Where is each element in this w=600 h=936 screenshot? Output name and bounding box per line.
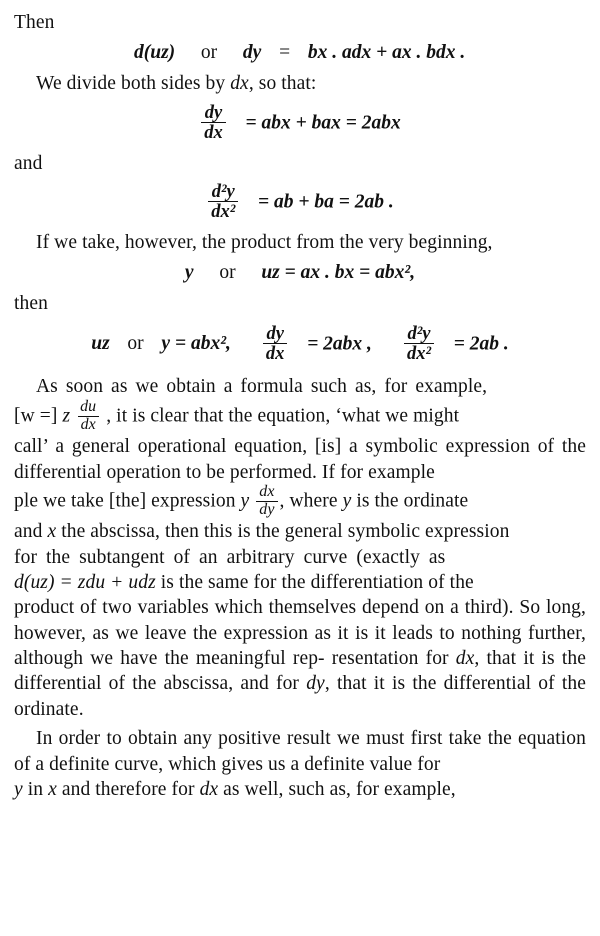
text-y-3: y [14, 778, 23, 800]
fraction-numerator: dx [259, 482, 275, 500]
fraction-dx-dy [256, 484, 277, 518]
fraction-numerator: du [80, 397, 97, 415]
paragraph-main-line-2 [14, 397, 586, 434]
text-dx-2: dx [455, 648, 475, 670]
eq4-or: or [219, 262, 236, 284]
equation-4 [14, 262, 586, 284]
fraction-denominator: dx [263, 343, 288, 363]
paragraph-main-line-6 [14, 545, 586, 570]
eq1-or: or [200, 42, 218, 64]
paragraph-divide [14, 71, 586, 96]
eq4-y: y [184, 262, 194, 284]
paragraph-and [14, 151, 586, 176]
fraction-dy-dx [201, 103, 226, 143]
text-x-2: x [48, 778, 57, 800]
eq4-rhs: uz = ax . bx = abx², [261, 262, 416, 284]
eq3-rhs: = ab + ba = 2ab . [258, 191, 394, 213]
text-differential-ordinate: , that it is the differential of the ordinate. [14, 673, 586, 720]
fraction-denominator: dx² [208, 201, 238, 221]
paragraph-main-line-4 [14, 482, 586, 519]
fraction-denominator: dx [78, 416, 99, 434]
eq5-y: y = abx², [161, 333, 231, 355]
text-subtangent: for the subtangent of an arbitrary curve (exactly as [14, 546, 446, 568]
fraction-d2y-dx2-2 [404, 324, 434, 364]
fraction-numerator: dy [204, 101, 223, 123]
paragraph-if-we-take [14, 230, 586, 255]
fraction-denominator: dy [256, 501, 277, 519]
text-then-2: then [14, 293, 48, 315]
text-ple-we-take: ple we take [the] expression [14, 490, 236, 512]
equation-5 [14, 322, 586, 365]
text-dx: dx [230, 73, 249, 95]
text-and: and [14, 152, 43, 174]
paragraph-main [14, 374, 586, 722]
text-in-order-to-obtain: In order to obtain any positive result we must first take the equation of a definite curve, which gives us a definite value for [14, 728, 586, 775]
eq5-or: or [127, 333, 144, 355]
fraction-dy-dx-2 [263, 324, 288, 364]
text-dy-2: dy [306, 673, 325, 695]
eq5-group-2 [261, 322, 372, 365]
text-product-two-variables: product of two variables which themselves depend on a third). So long, however, as we leave the expression as it is it leads to nothing further, although we have the meaningful rep- resentation for [14, 597, 586, 670]
text-is-the-ordinate: is the ordinate [356, 490, 469, 512]
equation-3 [14, 180, 586, 223]
text-then: Then [14, 12, 55, 33]
fraction-numerator: dy [266, 322, 284, 344]
paragraph-last [14, 726, 586, 802]
equation-1 [14, 42, 586, 64]
eq5-rhs-1: = 2abx , [307, 332, 372, 354]
text-is-the-same: is the same for the differentiation of the [160, 572, 474, 594]
paragraph-main-line-8 [14, 595, 586, 722]
paragraph-then [14, 10, 586, 35]
fraction-d2y-dx2 [208, 182, 238, 222]
fraction-numerator: d²y [211, 180, 235, 202]
text-duz-equation: d(uz) = zdu + udz [14, 572, 156, 594]
text-divide-end: , so that: [248, 73, 317, 95]
text-as-soon-as: As soon as we obtain a formula such as, for example, [36, 376, 488, 398]
text-as-well-such-as: as well, such as, for example, [223, 778, 456, 800]
text-differential-abscissa: , that it is the differential of the abscissa, and for [14, 648, 586, 695]
fraction-numerator: d²y [407, 322, 431, 344]
eq5-rhs-2: = 2ab . [453, 332, 509, 354]
text-z: z [62, 405, 71, 427]
eq1-dy: dy [242, 42, 262, 64]
text-x: x [47, 521, 57, 543]
eq5-group-1 [91, 333, 231, 355]
paragraph-main-line-3 [14, 434, 586, 485]
text-call-general-operational: call’ a general operational equation, [is] a symbolic expression of the differential operation to be performed. If for example [14, 436, 586, 483]
text-where: , where [279, 490, 338, 512]
paragraph-main-line-7 [14, 570, 586, 595]
text-y: y [240, 490, 250, 512]
eq5-uz: uz [91, 333, 110, 355]
text-abscissa: the abscissa, then this is the general symbolic expression [61, 521, 510, 543]
text-divide: We divide both sides by [36, 73, 226, 95]
paragraph-then-2 [14, 291, 586, 316]
eq2-rhs: = abx + bax = 2abx [245, 112, 401, 134]
text-it-is-clear: , it is clear that the equation, ‘what we might [106, 405, 460, 427]
text-dx-3: dx [199, 778, 219, 800]
paragraph-last-line-1 [14, 726, 586, 777]
eq1-left: d(uz) [134, 42, 176, 64]
text-y-2: y [342, 490, 352, 512]
eq1-equals: = [279, 42, 291, 64]
fraction-denominator: dx [201, 122, 226, 142]
eq1-rhs: bx . adx + ax . bdx . [307, 42, 466, 64]
fraction-du-dx [77, 399, 99, 433]
paragraph-main-line-1 [14, 374, 586, 399]
paragraph-last-line-2 [14, 777, 586, 802]
text-w-equals: [w =] [14, 405, 58, 427]
text-and-2: and [14, 521, 43, 543]
text-and-therefore-for: and therefore for [61, 778, 195, 800]
fraction-denominator: dx² [404, 343, 434, 363]
equation-2 [14, 101, 586, 144]
paragraph-main-line-5 [14, 519, 586, 544]
text-in: in [27, 778, 44, 800]
text-if-we-take: If we take, however, the product from the very beginning, [36, 231, 493, 253]
eq5-group-3 [402, 322, 509, 365]
